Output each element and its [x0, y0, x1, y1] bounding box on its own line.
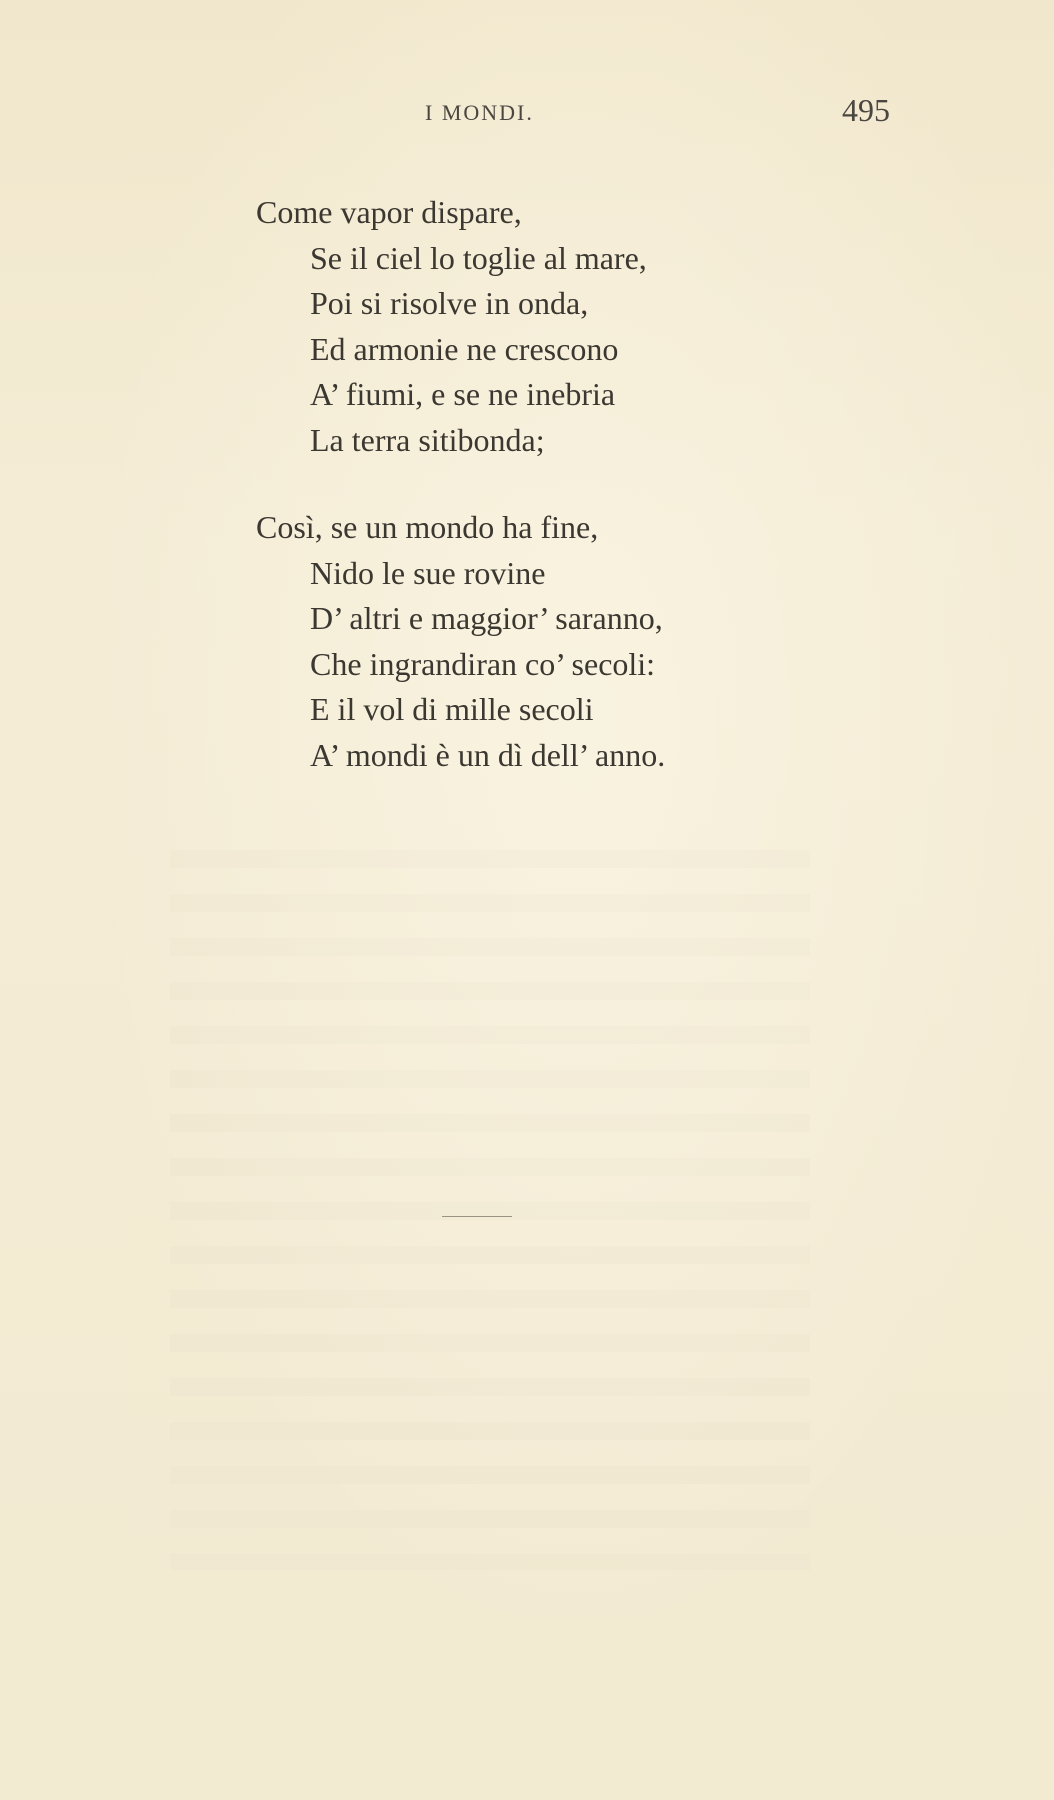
running-head	[0, 92, 1054, 132]
verse-line: La terra sitibonda;	[310, 421, 545, 458]
verse-line: Poi si risolve in onda,	[310, 285, 589, 321]
stanza-1	[256, 190, 956, 463]
poem	[256, 190, 956, 820]
verse-line: Se il ciel lo toglie al mare,	[310, 239, 647, 276]
verse-line: Così, se un mondo ha fine,	[256, 509, 599, 545]
page-number: 495	[842, 92, 890, 128]
verse-line: E il vol di mille secoli	[310, 691, 594, 727]
running-title: I MONDI.	[425, 100, 534, 125]
show-through-texture	[170, 850, 810, 1570]
verse-line: Che ingrandiran co’ secoli:	[310, 645, 656, 682]
stanza-2	[256, 505, 956, 778]
verse-line: D’ altri e maggior’ saranno,	[310, 600, 663, 636]
section-end-rule	[442, 1216, 512, 1217]
verse-line: Nido le sue rovine	[310, 554, 546, 591]
verse-line: A’ mondi è un dì dell’ anno.	[310, 736, 666, 773]
verse-line: Ed armonie ne crescono	[310, 330, 619, 367]
verse-line: Come vapor dispare,	[256, 194, 522, 230]
verse-line: A’ fiumi, e se ne inebria	[310, 376, 616, 412]
